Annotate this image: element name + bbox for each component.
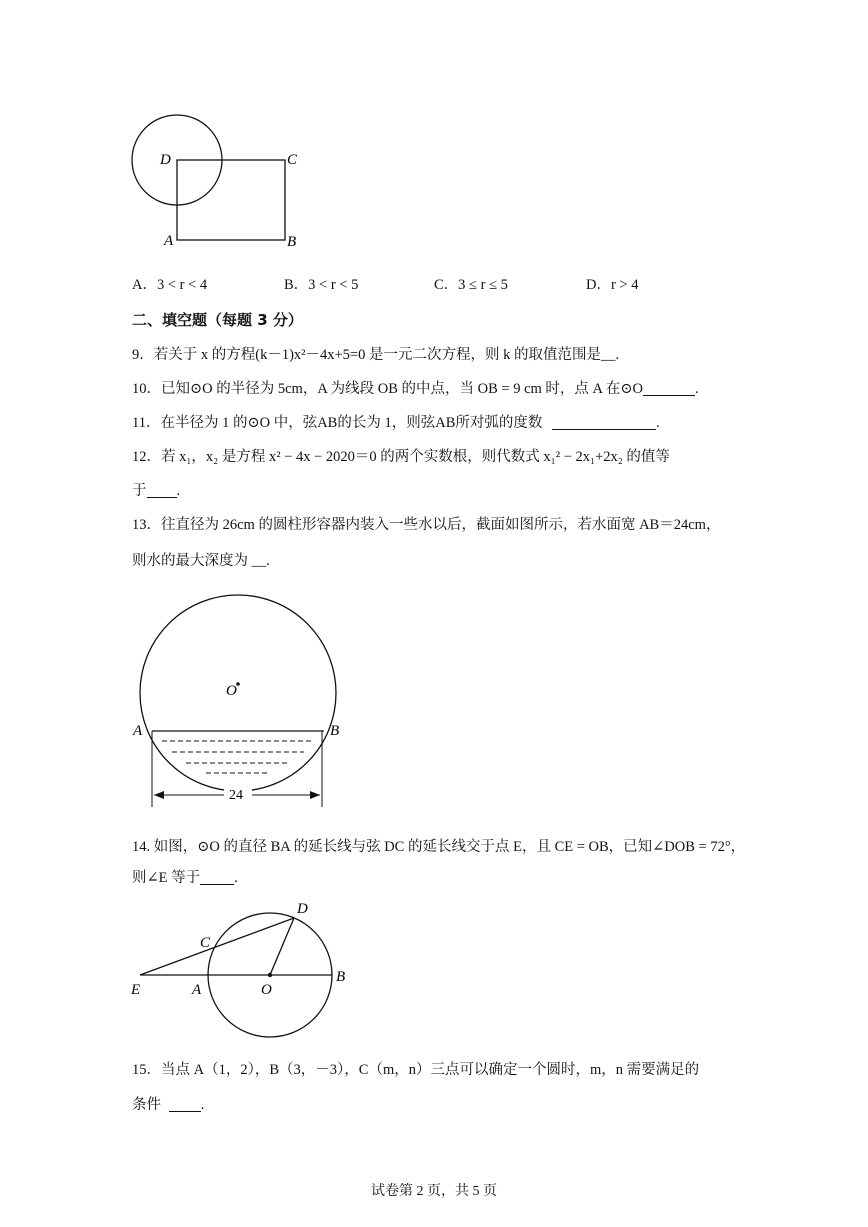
question-10-text: 10．已知⊙O 的半径为 5cm，A 为线段 OB 的中点，当 OB = 9 cm 时，点 A 在⊙O	[132, 381, 643, 397]
arrow-right	[310, 791, 320, 799]
question-11-text: 11．在半径为 1 的⊙O 中，弦AB的长为 1，则弦AB所对弧的度数	[132, 415, 543, 431]
arrow-left	[154, 791, 164, 799]
option-b: B．3 < r < 5	[284, 277, 359, 293]
label-b: B	[330, 723, 340, 739]
figure-water-container	[120, 575, 360, 815]
question-15-line1: 15．当点 A（1，2），B（3，－3），C（m，n）三点可以确定一个圆时，m，n 需要满足的	[132, 1062, 700, 1078]
label-d: D	[297, 901, 308, 917]
label-c: C	[287, 152, 298, 168]
section-title: 二、填空题（每题 3 分）	[132, 311, 303, 329]
question-15-text: 条件	[132, 1097, 161, 1113]
label-a: A	[133, 723, 143, 739]
question-13-tail: __.	[251, 553, 270, 569]
container-circle	[140, 595, 336, 791]
question-14-line1: 14. 如图，⊙O 的直径 BA 的延长线与弦 DC 的延长线交于点 E，且 CE = OB，已知∠DOB = 72°，	[132, 839, 746, 855]
question-10-tail: .	[694, 381, 699, 397]
center-point	[268, 973, 272, 977]
question-14-text: 则∠E 等于	[132, 870, 201, 886]
label-b: B	[336, 969, 346, 985]
dimension-label: 24	[229, 788, 243, 803]
question-12-line1: 12．若 x₁，x₂ 是方程 x² − 4x − 2020＝0 的两个实数根，则代数式 x₁² − 2x₁+2x₂ 的值等	[132, 449, 670, 465]
answer-blank	[200, 870, 234, 885]
answer-blank	[552, 415, 656, 430]
question-13-line2	[132, 549, 270, 570]
label-d: D	[160, 152, 171, 168]
question-12-line2	[132, 479, 180, 500]
figure-circle-secant	[125, 895, 365, 1045]
label-c: C	[200, 935, 211, 951]
page-footer: 试卷第 2 页，共 5 页	[371, 1184, 497, 1199]
question-13-text: 则水的最大深度为	[132, 553, 248, 569]
answer-blank	[643, 381, 695, 396]
question-10	[132, 377, 699, 398]
question-14-tail: .	[234, 870, 238, 886]
label-o: O	[261, 982, 272, 998]
figure-circle-rectangle	[120, 110, 320, 255]
question-14-line2	[132, 866, 238, 887]
option-d: D．r > 4	[586, 277, 639, 293]
question-11-tail: .	[656, 415, 660, 431]
question-15-tail: .	[200, 1097, 205, 1113]
option-a: A．3 < r < 4	[132, 277, 208, 293]
question-12-tail: .	[176, 483, 181, 499]
option-c: C．3 ≤ r ≤ 5	[434, 277, 508, 293]
line-ed	[140, 918, 294, 975]
rectangle-abcd	[177, 160, 285, 240]
label-a: A	[164, 233, 174, 249]
question-11	[132, 411, 660, 432]
label-e: E	[131, 982, 141, 998]
label-o: O	[226, 683, 237, 699]
radius-od	[270, 918, 294, 975]
question-15-line2	[132, 1093, 204, 1114]
question-9: 9．若关于 x 的方程(k－1)x²－4x+5=0 是一元二次方程，则 k 的取值范围是__.	[132, 347, 620, 363]
answer-blank	[169, 1097, 201, 1112]
question-12-text: 于	[132, 483, 147, 499]
question-13-line1: 13．往直径为 26cm 的圆柱形容器内装入一些水以后，截面如图所示，若水面宽 AB＝24cm，	[132, 517, 721, 533]
answer-blank	[147, 483, 177, 498]
label-b: B	[287, 234, 297, 250]
label-a: A	[192, 982, 202, 998]
